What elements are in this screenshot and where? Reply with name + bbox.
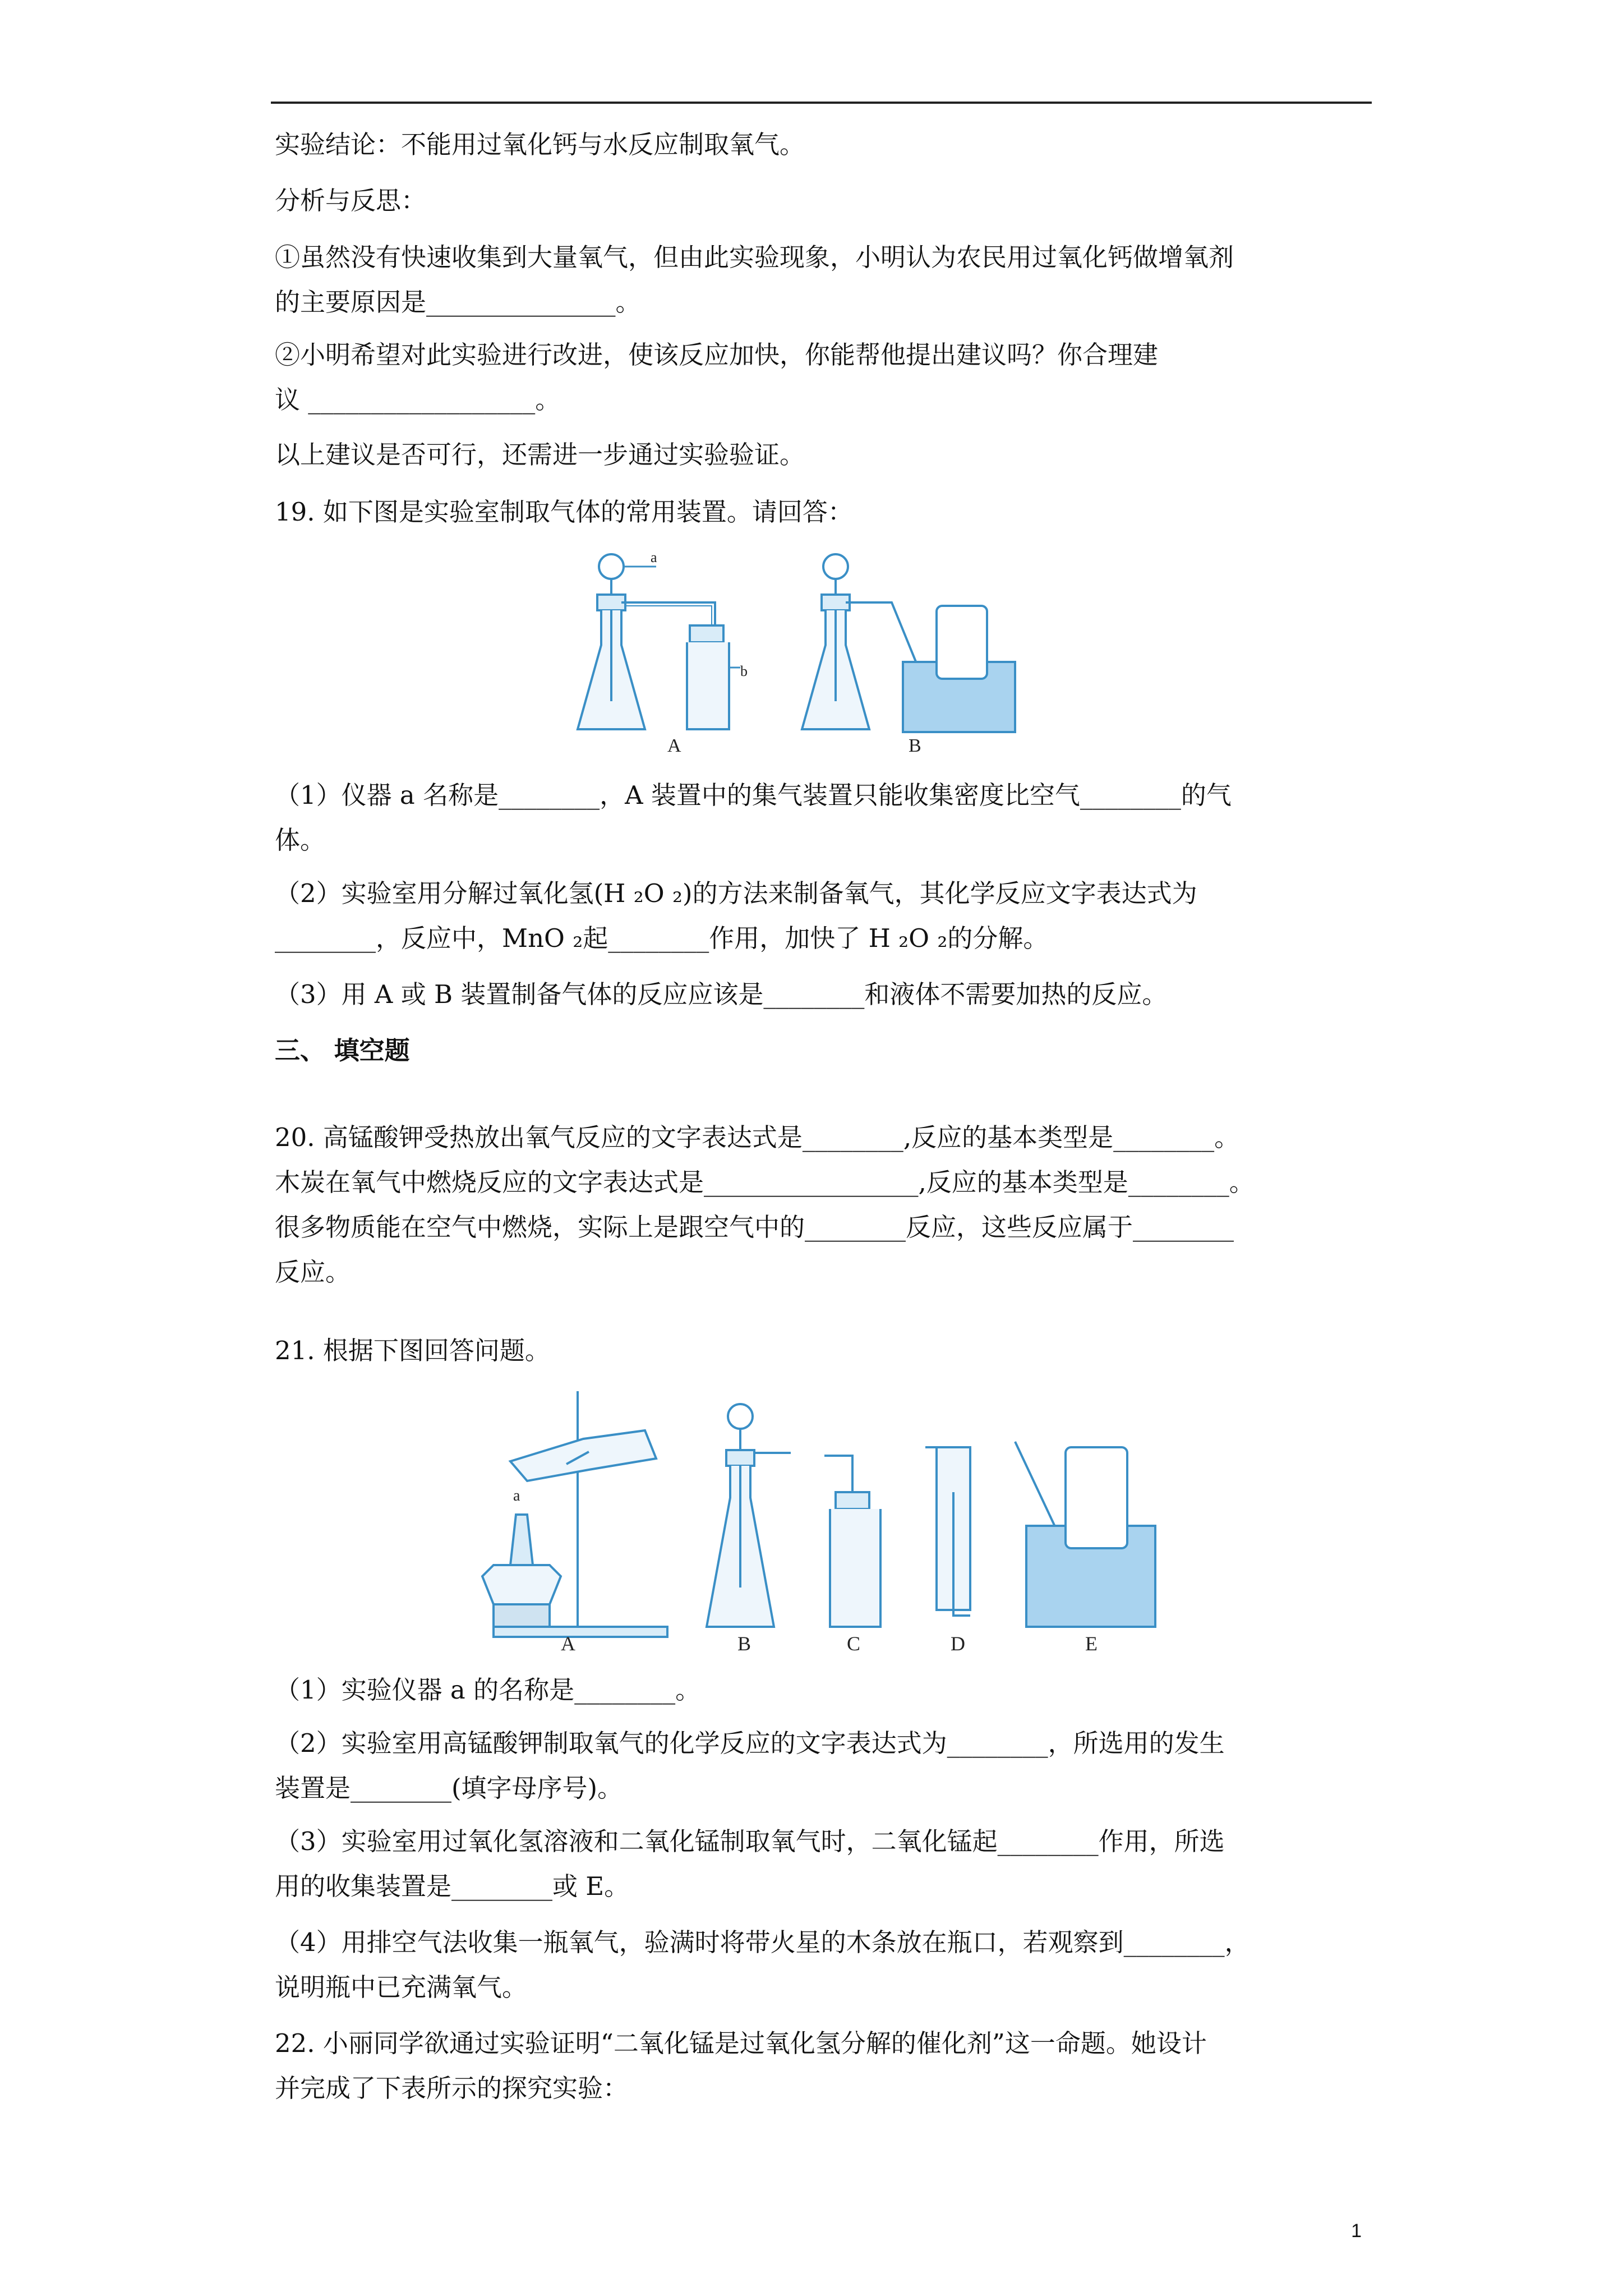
q21-part4: （4）用排空气法收集一瓶氧气，验满时将带火星的木条放在瓶口，若观察到________， [275, 1927, 1250, 1957]
figure-19-apparatus [572, 550, 1054, 757]
figure-21-apparatus [477, 1386, 1166, 1655]
page-number: 1 [1351, 2220, 1362, 2242]
q20-line: 木炭在氧气中燃烧反应的文字表达式是_________________,反应的基本类型是________。 [275, 1167, 1255, 1197]
q21-part1: （1）实验仪器 a 的名称是________。 [275, 1675, 701, 1705]
q19-part2: （2）实验室用分解过氧化氢(H ₂O ₂)的方法来制备氧气，其化学反应文字表达式为 [275, 878, 1197, 908]
caption-A: A [561, 1632, 575, 1655]
question-line: 的主要原因是_______________。 [275, 287, 641, 317]
q20-line: 20. 高锰酸钾受热放出氧气反应的文字表达式是________,反应的基本类型是________。 [275, 1122, 1240, 1152]
q21-part2: 装置是________(填字母序号)。 [275, 1773, 623, 1803]
q19-part1: 体。 [275, 825, 326, 855]
caption-E: E [1085, 1632, 1098, 1655]
q20-line: 很多物质能在空气中燃烧，实际上是跟空气中的________反应，这些反应属于________ [275, 1212, 1234, 1242]
q21-part2: （2）实验室用高锰酸钾制取氧气的化学反应的文字表达式为________，所选用的发生 [275, 1728, 1225, 1758]
header-rule [271, 102, 1372, 104]
label-b: b [740, 663, 748, 679]
conclusion-line: 实验结论：不能用过氧化钙与水反应制取氧气。 [275, 130, 805, 159]
note-line: 以上建议是否可行，还需进一步通过实验验证。 [275, 440, 805, 470]
q21-part3: （3）实验室用过氧化氢溶液和二氧化锰制取氧气时，二氧化锰起________作用，所选 [275, 1826, 1225, 1856]
caption-B: B [737, 1632, 751, 1655]
caption-C: C [847, 1632, 861, 1655]
q21-part3: 用的收集装置是________或 E。 [275, 1871, 630, 1901]
q19-stem: 19. 如下图是实验室制取气体的常用装置。请回答： [275, 497, 853, 527]
funnel-bulb [599, 554, 624, 579]
q20-line: 反应。 [275, 1257, 351, 1287]
q19-part2: ________，反应中，MnO ₂起________作用，加快了 H ₂O ₂的分解。 [275, 923, 1049, 953]
question-line: 议 __________________。 [275, 385, 561, 415]
q21-part4: 说明瓶中已充满氧气。 [275, 1972, 528, 2002]
section-heading: 三、 填空题 [275, 1036, 410, 1065]
question-line: ①虽然没有快速收集到大量氧气，但由此实验现象，小明认为农民用过氧化钙做增氧剂 [275, 242, 1234, 272]
label-a: a [513, 1487, 520, 1504]
caption-D: D [951, 1632, 965, 1655]
q21-stem: 21. 根据下图回答问题。 [275, 1336, 550, 1365]
question-line: ②小明希望对此实验进行改进，使该反应加快，你能帮他提出建议吗？你合理建 [275, 340, 1159, 370]
q22-stem: 22. 小丽同学欲通过实验证明“二氧化锰是过氧化氢分解的催化剂”这一命题。她设计 [275, 2028, 1207, 2058]
caption-A: A [667, 735, 681, 756]
q19-part1: （1）仪器 a 名称是________，A 装置中的集气装置只能收集密度比空气________的气 [275, 780, 1232, 810]
q19-part3: （3）用 A 或 B 装置制备气体的反应应该是________和液体不需要加热的反应。 [275, 979, 1168, 1009]
analysis-heading: 分析与反思： [275, 186, 427, 215]
caption-B: B [909, 735, 921, 756]
q22-stem: 并完成了下表所示的探究实验： [275, 2073, 629, 2103]
label-a: a [651, 550, 657, 565]
